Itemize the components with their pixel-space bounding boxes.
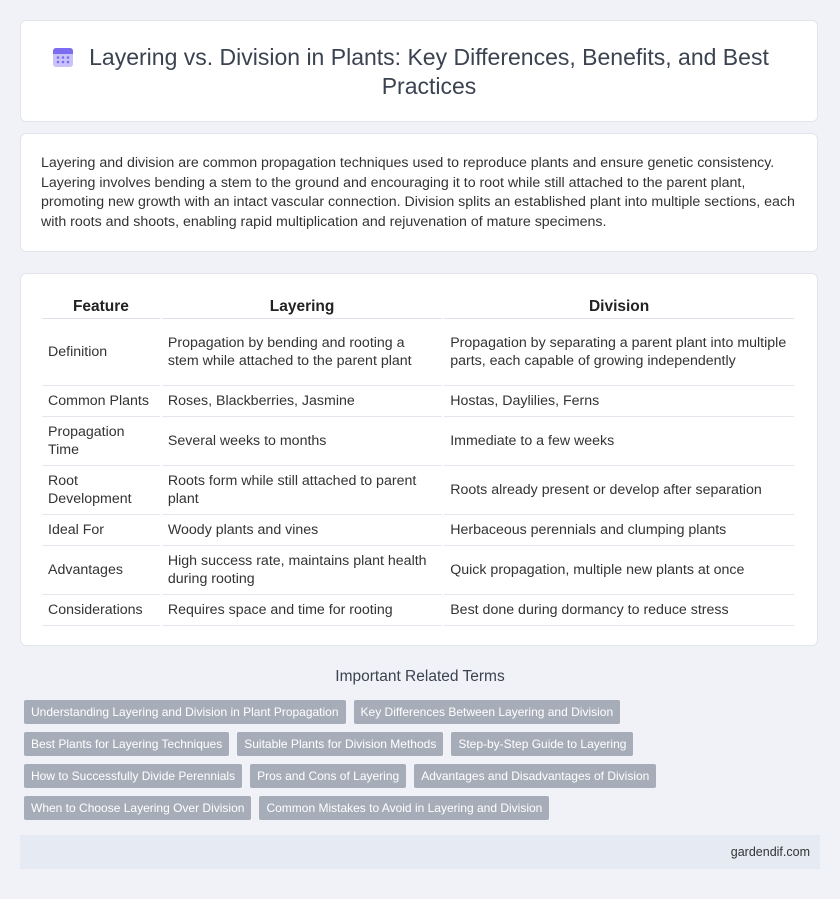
related-terms-list — [24, 700, 804, 828]
related-term-link[interactable]: Common Mistakes to Avoid in Layering and Division — [259, 796, 549, 820]
related-term-link[interactable]: Best Plants for Layering Techniques — [24, 732, 229, 756]
related-term-link[interactable]: Key Differences Between Layering and Division — [354, 700, 621, 724]
row-layering: Roots form while still attached to parent plant — [162, 466, 442, 515]
related-term-link[interactable]: Understanding Layering and Division in Plant Propagation — [24, 700, 346, 724]
row-feature: Propagation Time — [42, 417, 160, 466]
row-feature: Considerations — [42, 595, 160, 626]
comparison-table — [40, 294, 796, 626]
tag-row — [24, 764, 804, 788]
related-term-link[interactable]: Advantages and Disadvantages of Division — [414, 764, 656, 788]
tag-row — [24, 700, 804, 724]
table-row — [42, 386, 794, 417]
table-row — [42, 417, 794, 466]
row-feature: Advantages — [42, 546, 160, 595]
table-row — [42, 595, 794, 626]
row-division: Propagation by separating a parent plant into multiple parts, each capable of growing independently — [444, 319, 794, 386]
header-card — [20, 20, 818, 122]
table-row — [42, 515, 794, 546]
footer — [20, 835, 820, 869]
header-feature: Feature — [42, 294, 160, 319]
row-division: Best done during dormancy to reduce stress — [444, 595, 794, 626]
page-title: Layering vs. Division in Plants: Key Differences, Benefits, and Best Practices — [89, 44, 769, 99]
related-term-link[interactable]: Suitable Plants for Division Methods — [237, 732, 443, 756]
table-row — [42, 546, 794, 595]
row-feature: Root Development — [42, 466, 160, 515]
related-term-link[interactable]: Pros and Cons of Layering — [250, 764, 406, 788]
header-layering: Layering — [162, 294, 442, 319]
row-feature: Ideal For — [42, 515, 160, 546]
footer-site-link[interactable]: gardendif.com — [730, 845, 810, 859]
row-layering: Roses, Blackberries, Jasmine — [162, 386, 442, 417]
related-term-link[interactable]: Step-by-Step Guide to Layering — [451, 732, 633, 756]
row-layering: Propagation by bending and rooting a stem while attached to the parent plant — [162, 319, 442, 386]
related-terms-title: Important Related Terms — [335, 668, 505, 685]
header-division: Division — [444, 294, 794, 319]
comparison-table-card — [20, 273, 818, 646]
tag-row — [24, 796, 804, 820]
related-term-link[interactable]: When to Choose Layering Over Division — [24, 796, 251, 820]
intro-card — [20, 133, 818, 252]
row-layering: Requires space and time for rooting — [162, 595, 442, 626]
row-division: Quick propagation, multiple new plants at once — [444, 546, 794, 595]
table-header-row — [42, 294, 794, 319]
row-layering: Woody plants and vines — [162, 515, 442, 546]
table-row — [42, 319, 794, 386]
tag-row — [24, 732, 804, 756]
row-division: Roots already present or develop after separation — [444, 466, 794, 515]
row-feature: Common Plants — [42, 386, 160, 417]
row-feature: Definition — [42, 319, 160, 386]
row-layering: Several weeks to months — [162, 417, 442, 466]
row-division: Herbaceous perennials and clumping plants — [444, 515, 794, 546]
row-layering: High success rate, maintains plant health during rooting — [162, 546, 442, 595]
intro-paragraph: Layering and division are common propagation techniques used to reproduce plants and ensure genetic consistency. Layering involves bending a stem to the ground and encouraging it to root while still attached to the parent plant, promoting new growth with an intact vascular connection. Division splits an established plant into multiple sections, each with roots and shoots, enabling rapid multiplication and rejuvenation of mature specimens. — [41, 155, 795, 230]
row-division: Hostas, Daylilies, Ferns — [444, 386, 794, 417]
related-term-link[interactable]: How to Successfully Divide Perennials — [24, 764, 242, 788]
table-row — [42, 466, 794, 515]
row-division: Immediate to a few weeks — [444, 417, 794, 466]
